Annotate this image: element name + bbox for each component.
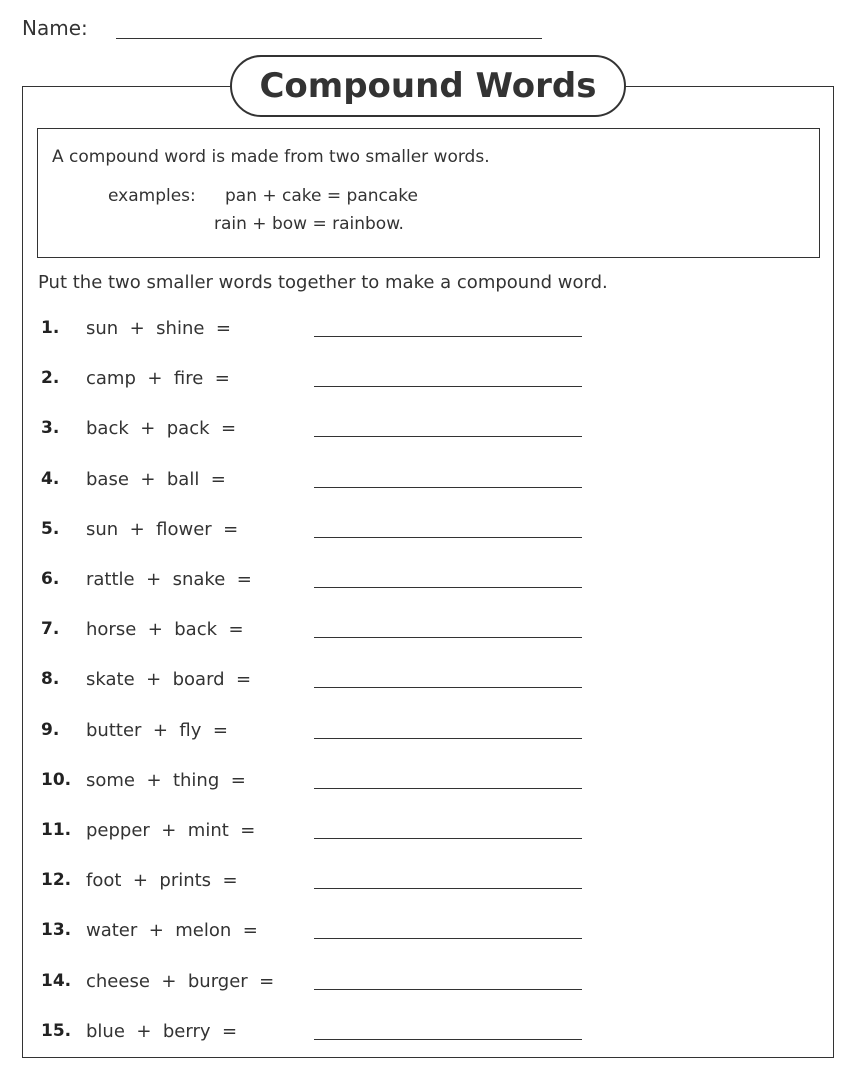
problem-number: 2. <box>41 368 60 389</box>
problem-row <box>0 971 858 1001</box>
answer-line[interactable] <box>314 888 582 889</box>
answer-line[interactable] <box>314 938 582 939</box>
problem-row <box>0 669 858 699</box>
problem-row <box>0 318 858 348</box>
problem-equation: cheese + burger = <box>86 970 275 992</box>
problem-row <box>0 569 858 599</box>
answer-line[interactable] <box>314 436 582 437</box>
problem-row <box>0 820 858 850</box>
answer-line[interactable] <box>314 687 582 688</box>
problem-equation: sun + flower = <box>86 518 239 540</box>
worksheet-title: Compound Words <box>230 55 626 117</box>
problem-number: 12. <box>41 870 72 891</box>
problem-number: 8. <box>41 669 60 690</box>
problem-number: 9. <box>41 719 60 740</box>
problem-equation: back + pack = <box>86 418 237 440</box>
problem-row <box>0 920 858 950</box>
problem-row <box>0 469 858 499</box>
instructions: Put the two smaller words together to make a compound word. <box>38 272 608 293</box>
problem-number: 1. <box>41 318 60 338</box>
problem-row <box>0 418 858 448</box>
problem-number: 15. <box>41 1020 72 1041</box>
problem-row <box>0 770 858 800</box>
problem-equation: horse + back = <box>86 619 244 641</box>
problem-row <box>0 619 858 649</box>
answer-line[interactable] <box>314 989 582 990</box>
problem-number: 4. <box>41 468 60 489</box>
problem-equation: water + melon = <box>86 920 258 942</box>
problem-number: 6. <box>41 569 60 589</box>
problem-number: 5. <box>41 518 60 539</box>
example-2: rain + bow = rainbow. <box>214 214 404 234</box>
problem-row <box>0 1021 858 1051</box>
answer-line[interactable] <box>314 788 582 789</box>
problem-number: 14. <box>41 970 72 991</box>
problem-equation: butter + fly = <box>86 719 228 741</box>
answer-line[interactable] <box>314 738 582 739</box>
answer-line[interactable] <box>314 838 582 839</box>
answer-line[interactable] <box>314 386 582 387</box>
problem-equation: skate + board = <box>86 669 252 691</box>
answer-line[interactable] <box>314 1039 582 1040</box>
problem-equation: sun + shine = <box>86 318 231 339</box>
answer-line[interactable] <box>314 587 582 588</box>
name-label: Name: <box>22 16 88 40</box>
problem-equation: some + thing = <box>86 769 246 791</box>
problem-row <box>0 870 858 900</box>
problem-equation: rattle + snake = <box>86 569 252 590</box>
examples-label: examples: <box>108 186 196 206</box>
problem-equation: base + ball = <box>86 468 226 490</box>
problem-row <box>0 519 858 549</box>
problem-equation: camp + fire = <box>86 368 230 390</box>
problem-equation: foot + prints = <box>86 870 238 892</box>
problem-number: 10. <box>41 769 72 790</box>
problem-number: 11. <box>41 820 72 840</box>
problem-number: 3. <box>41 418 60 439</box>
answer-line[interactable] <box>314 336 582 337</box>
problem-number: 13. <box>41 920 72 941</box>
problem-row <box>0 368 858 398</box>
answer-line[interactable] <box>314 487 582 488</box>
problem-number: 7. <box>41 619 60 640</box>
problem-equation: blue + berry = <box>86 1020 238 1042</box>
answer-line[interactable] <box>314 637 582 638</box>
problem-row <box>0 720 858 750</box>
problem-equation: pepper + mint = <box>86 820 256 841</box>
definition-text: A compound word is made from two smaller words. <box>52 147 490 167</box>
answer-line[interactable] <box>314 537 582 538</box>
example-1: pan + cake = pancake <box>225 186 418 206</box>
